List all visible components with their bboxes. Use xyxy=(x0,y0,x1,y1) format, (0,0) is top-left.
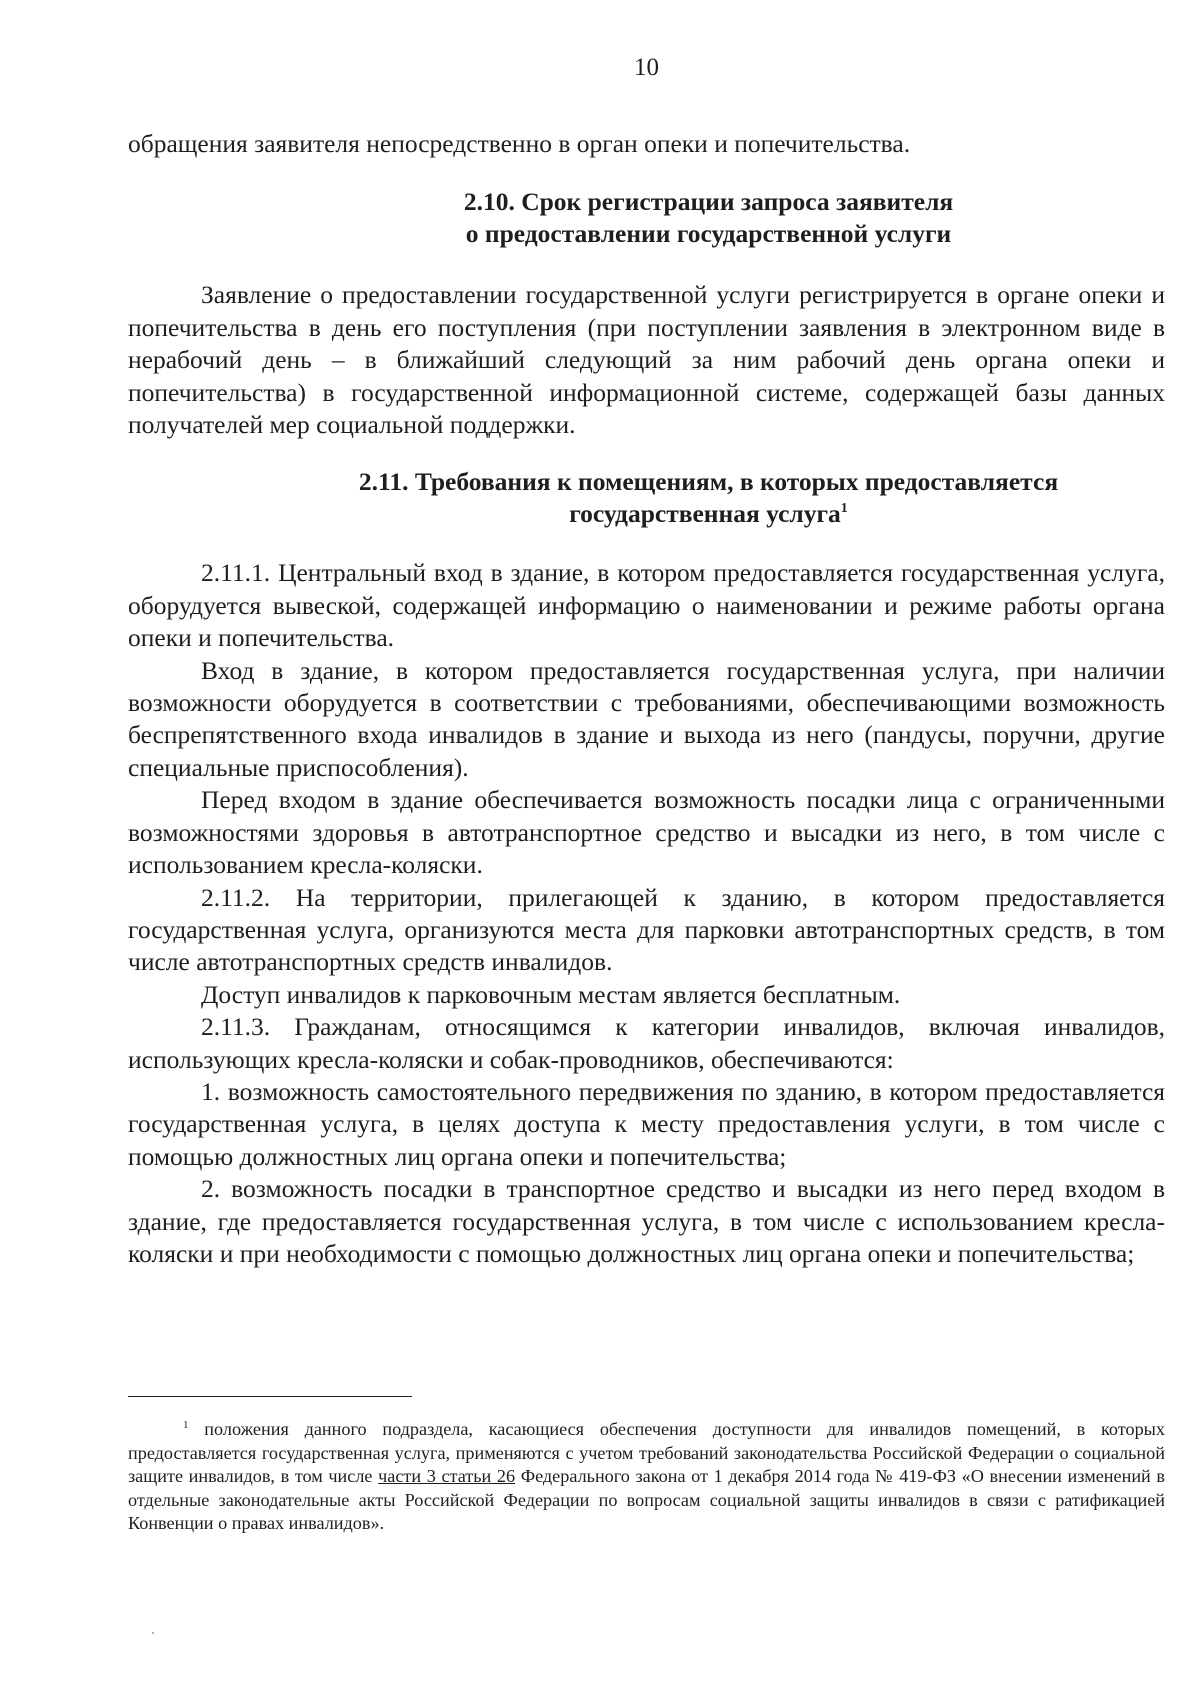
section-heading-2-10-line2: о предоставлении государственной услуги xyxy=(465,219,952,249)
footnote-reference[interactable]: 1 xyxy=(840,501,848,517)
footnote-text-start: положения данного подраздела, касающиеся обеспечения доступности для инвалидов помещений, в которых предоставляется государственная услуга, применяются с учетом требований законодательства Российской Федерации о социальной защите инвалидов, в том числе xyxy=(128,1419,1165,1487)
document-page xyxy=(128,0,1165,1694)
footnote xyxy=(128,1418,1165,1536)
paragraph-2-10: Заявление о предоставлении государственной услуги регистрируется в органе опеки и попечительства в день его поступления (при поступлении заявления в электронном виде в нерабочий день – в ближайший следующий за ним рабочий день органа опеки и попечительства) в государственной информационной системе, содержащей базы данных получателей мер социальной поддержки. xyxy=(128,280,1165,440)
paragraph-continuation: обращения заявителя непосредственно в орган опеки и попечительства. xyxy=(128,129,911,158)
footnote-law-reference-link[interactable]: части 3 статьи 26 xyxy=(378,1466,516,1487)
section-heading-2-11-line1: 2.11. Требования к помещениям, в которых предоставляется xyxy=(358,467,1059,497)
paragraph-2-11-1-boarding: Перед входом в здание обеспечивается возможность посадки лица с ограниченными возможностями здоровья в автотранспортное средство и высадки из него, в том числе с использованием кресла-коляски. xyxy=(128,785,1165,880)
paragraph-2-11-3: 2.11.3. Гражданам, относящимся к категории инвалидов, включая инвалидов, использующих кресла-коляски и собак-проводников, обеспечиваются: xyxy=(128,1012,1165,1074)
document-body xyxy=(128,128,1165,1270)
footnote-divider xyxy=(128,1396,412,1397)
list-item-1: 1. возможность самостоятельного передвижения по зданию, в котором предоставляется государственная услуга, в целях доступа к месту предоставления услуги, в том числе с помощью должностных лиц органа опеки и попечительства; xyxy=(128,1076,1165,1171)
footnote-text-end: Федерального закона от 1 декабря 2014 года № 419-ФЗ «О внесении изменений в отдельные законодательные акты Российской Федерации по вопросам социальной защиты инвалидов в связи с ратификацией Конвенции о правах инвалидов». xyxy=(128,1466,1165,1534)
paragraph-2-11-1: 2.11.1. Центральный вход в здание, в котором предоставляется государственная услуга, оборудуется вывеской, содержащей информацию о наименовании и режиме работы органа опеки и попечительства. xyxy=(128,558,1165,653)
footnote-mark: 1 xyxy=(183,1419,189,1431)
paragraph-2-11-2: 2.11.2. На территории, прилегающей к зданию, в котором предоставляется государственная услуга, организуются места для парковки автотранспортных средств, в том числе автотранспортных средств инвалидов. xyxy=(128,882,1165,977)
paragraph-2-11-2-parking: Доступ инвалидов к парковочным местам является бесплатным. xyxy=(201,979,901,1009)
section-heading-2-11-line2-text: государственная услуга xyxy=(569,499,841,529)
scan-artifact-dot xyxy=(152,1632,154,1634)
section-heading-2-10-line1: 2.10. Срок регистрации запроса заявителя xyxy=(463,187,954,217)
page-number: 10 xyxy=(634,54,659,81)
section-heading-2-11 xyxy=(128,466,1165,530)
paragraph-2-11-1-entrance: Вход в здание, в котором предоставляется государственная услуга, при наличии возможности оборудуется в соответствии с требованиями, обеспечивающими возможность беспрепятственного входа инвалидов в здание и выхода из него (пандусы, поручни, другие специальные приспособления). xyxy=(128,655,1165,782)
section-heading-2-10 xyxy=(128,186,1165,250)
section-heading-2-11-line2 xyxy=(252,498,1165,530)
list-item-2: 2. возможность посадки в транспортное средство и высадки из него перед входом в здание, где предоставляется государственная услуга, в том числе с использованием кресла-коляски и при необходимости с помощью должностных лиц органа опеки и попечительства; xyxy=(128,1174,1165,1268)
